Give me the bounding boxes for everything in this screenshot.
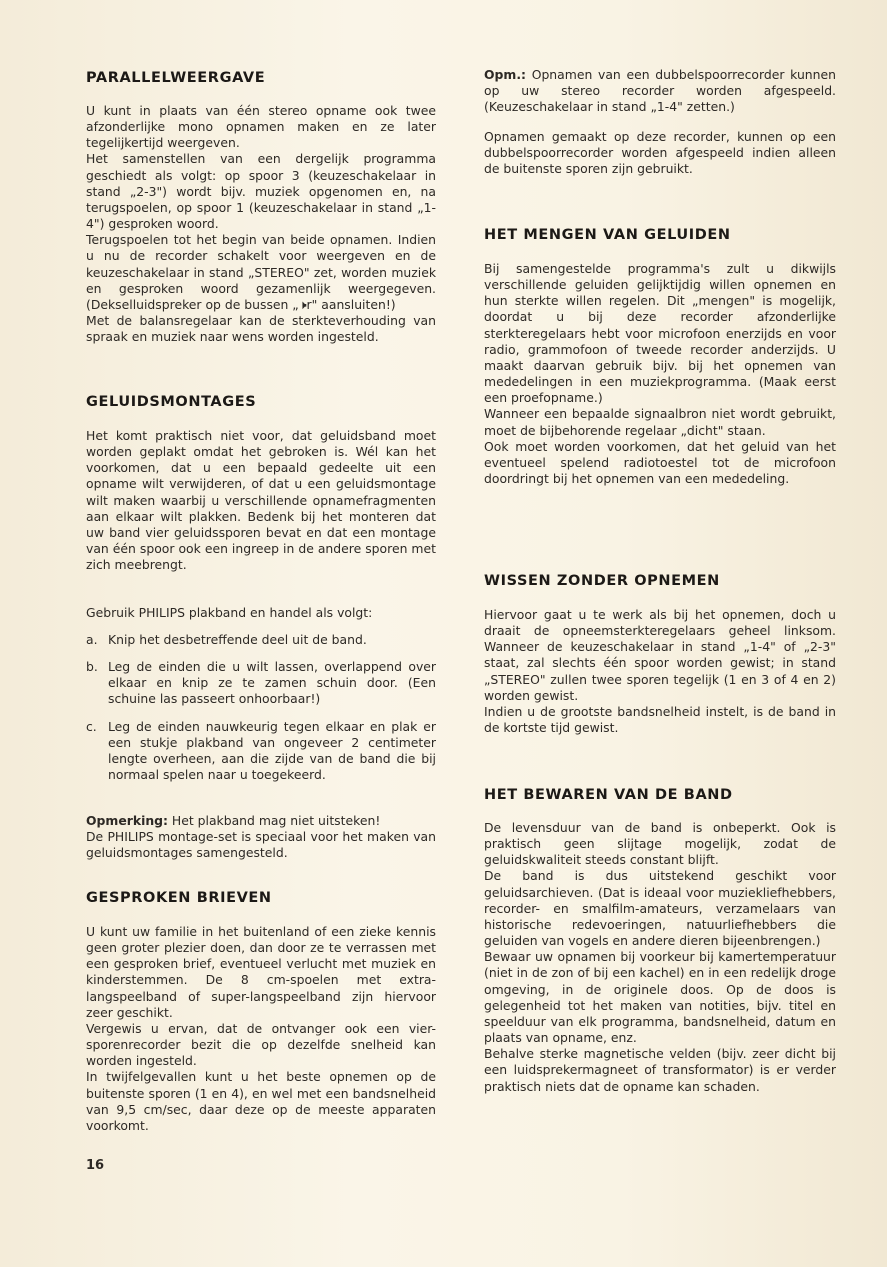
opm-para2: [484, 129, 836, 177]
paragraph: Het komt praktisch niet voor, dat geluidsband moet worden geplakt omdat het gebroken is. Wél kan het voorkomen, dat u een bepaald gedeelte uit een opname wilt verwijderen, of dat u een geluidsmontage wilt maken waarbij u verschillende opnamefragmenten aan elkaar wilt plakken. Bedenk bij het monteren dat uw band vier geluidssporen bevat en dat een montage van één spoor ook een ingreep in de andere sporen met zich meebrengt.: [86, 428, 436, 573]
paragraph: [484, 67, 836, 115]
paragraph: Indien u de grootste bandsnelheid instelt, is de band in de kortste tijd gewist.: [484, 703, 836, 736]
paragraph: Wanneer een bepaalde signaalbron niet wordt gebruikt, moet de bijbehorende regelaar „dicht" staan.: [484, 406, 836, 438]
gesproken-brieven-body: [86, 924, 436, 1134]
heading-wissen: WISSEN ZONDER OPNEMEN: [484, 573, 720, 589]
paragraph: U kunt uw familie in het buitenland of een zieke kennis geen groter plezier doen, dan door ze te verrassen met een gesproken brief, eventueel verlucht met muziek en kinderstemmen. De 8 cm-spoelen met extra-langspeelband of super-langspeelband zijn hiervoor zeer geschikt.: [86, 924, 436, 1020]
paragraph: Met de balansregelaar kan de sterkteverhouding van spraak en muziek naar wens worden ingesteld.: [86, 313, 436, 345]
mengen-body: [484, 261, 836, 487]
bewaren-body: [484, 820, 836, 1095]
remark-label: Opmerking:: [86, 813, 168, 828]
paragraph: Terugspoelen tot het begin van beide opnamen. Indien u nu de recorder schakelt voor weergeven en de keuzeschakelaar in stand „STEREO" zet, worden muziek en gesproken woord gezamenlijk weergegeven. (Dekselluidspreker op de bussen „🕨r" aansluiten!): [86, 232, 436, 312]
paragraph: Bewaar uw opnamen bij voorkeur bij kamertemperatuur (niet in de zon of bij een kachel) en in een redelijk droge omgeving, in de originele doos. Op de doos is gelegenheid tot het maken van notities, bijv. titel en speelduur van elk programma, bandsnelheid, datum en plaats van opname, enz.: [484, 949, 836, 1046]
paragraph: Hiervoor gaat u te werk als bij het opnemen, doch u draait de opneemsterkteregelaars geheel linksom. Wanneer de keuzeschakelaar in stand „1-4" of „2-3" staat, zal slechts één spoor worden gewist; in stand „STEREO" zullen twee sporen tegelijk (1 en 3 of 4 en 2) worden gewist.: [484, 607, 836, 703]
paragraph: De band is dus uitstekend geschikt voor geluidsarchieven. (Dat is ideaal voor muziekliefhebbers, recorder- en smalfilm-amateurs, verzamelaars van historische redevoeringen, natuurliefhebbers die geluiden van vogels en andere dieren bijeenbrengen.): [484, 868, 836, 949]
heading-bewaren: HET BEWAREN VAN DE BAND: [484, 787, 733, 803]
list-text: Leg de einden die u wilt lassen, overlappend over elkaar en knip ze te zamen schuin door. (Een schuine las passeert onhoorbaar!): [108, 659, 436, 707]
list-label: b.: [86, 659, 98, 674]
paragraph: De PHILIPS montage-set is speciaal voor het maken van geluidsmontages samengesteld.: [86, 829, 436, 861]
geluidsmontages-intro: [86, 428, 436, 573]
geluidsmontages-usage: [86, 605, 436, 621]
list-item: [86, 719, 436, 805]
geluidsmontages-remark: [86, 813, 436, 861]
paragraph: Ook moet worden voorkomen, dat het geluid van het eventueel spelend radiotoestel tot de microfoon doordringt bij het opnemen van een mededeling.: [484, 438, 836, 487]
paragraph: Bij samengestelde programma's zult u dikwijls verschillende geluiden gelijktijdig willen opnemen en hun sterkte willen regelen. Dit „mengen" is mogelijk, doordat u bij deze recorder afzonderlijke sterkteregelaars hebt voor microfoon enerzijds en voor radio, grammofoon of tweede recorder anderzijds. U maakt daarvan gebruik bijv. bij het opnemen van mededelingen in een muziekprogramma. (Maak eerst een proefopname.): [484, 261, 836, 406]
paragraph: Behalve sterke magnetische velden (bijv. zeer dicht bij een luidsprekermagneet of transformator) is er verder praktisch niets dat de opname kan schaden.: [484, 1046, 836, 1094]
list-label: c.: [86, 719, 97, 734]
remark-text: Het plakband mag niet uitsteken!: [167, 813, 381, 828]
list-label: a.: [86, 632, 98, 647]
paragraph: Gebruik PHILIPS plakband en handel als volgt:: [86, 605, 373, 620]
list-text: Leg de einden nauwkeurig tegen elkaar en plak er een stukje plakband van ongeveer 2 centimeter lengte overheen, aan die zijde van de band die bij normaal spelen naar u toegekeerd.: [108, 719, 436, 783]
heading-mengen: HET MENGEN VAN GELUIDEN: [484, 227, 731, 243]
opm-label: Opm.:: [484, 67, 526, 82]
list-text: Knip het desbetreffende deel uit de band.: [108, 632, 367, 647]
opm-text: Opnamen van een dubbelspoorrecorder kunnen op uw stereo recorder worden afgespeeld. (Keuzeschakelaar in stand „1-4" zetten.): [484, 67, 836, 115]
heading-gesproken-brieven: GESPROKEN BRIEVEN: [86, 890, 272, 906]
paragraph: De levensduur van de band is onbeperkt. Ook is praktisch geen slijtage mogelijk, zodat de geluidskwaliteit steeds constant blijft.: [484, 820, 836, 868]
parallelweergave-body: [86, 103, 436, 345]
paragraph: Opnamen gemaakt op deze recorder, kunnen op een dubbelspoorrecorder worden afgespeeld indien alleen de buitenste sporen zijn gebruikt.: [484, 129, 836, 177]
paragraph: Vergewis u ervan, dat de ontvanger ook een vier-sporenrecorder bezit die op dezelfde snelheid kan worden ingesteld.: [86, 1020, 436, 1069]
paragraph: [86, 813, 436, 829]
paragraph: U kunt in plaats van één stereo opname ook twee afzonderlijke mono opnamen maken en ze later tegelijkertijd weergeven.: [86, 103, 436, 151]
list-item: [86, 632, 436, 650]
opm-block: [484, 67, 836, 115]
heading-parallelweergave: PARALLELWEERGAVE: [86, 70, 266, 86]
paragraph: Het samenstellen van een dergelijk programma geschiedt als volgt: op spoor 3 (keuzeschakelaar in stand „2-3") wordt bijv. muziek opgenomen en, na terugspoelen, op spoor 1 (keuzeschakelaar in stand „1-4") gesproken woord.: [86, 151, 436, 232]
list-item: [86, 659, 436, 711]
heading-geluidsmontages: GELUIDSMONTAGES: [86, 394, 257, 410]
page-number: 16: [86, 1158, 105, 1173]
wissen-body: [484, 607, 836, 736]
paragraph: In twijfelgevallen kunt u het beste opnemen op de buitenste sporen (1 en 4), en wel met een bandsnelheid van 9,5 cm/sec, daar deze op de meeste apparaten voorkomt.: [86, 1069, 436, 1133]
